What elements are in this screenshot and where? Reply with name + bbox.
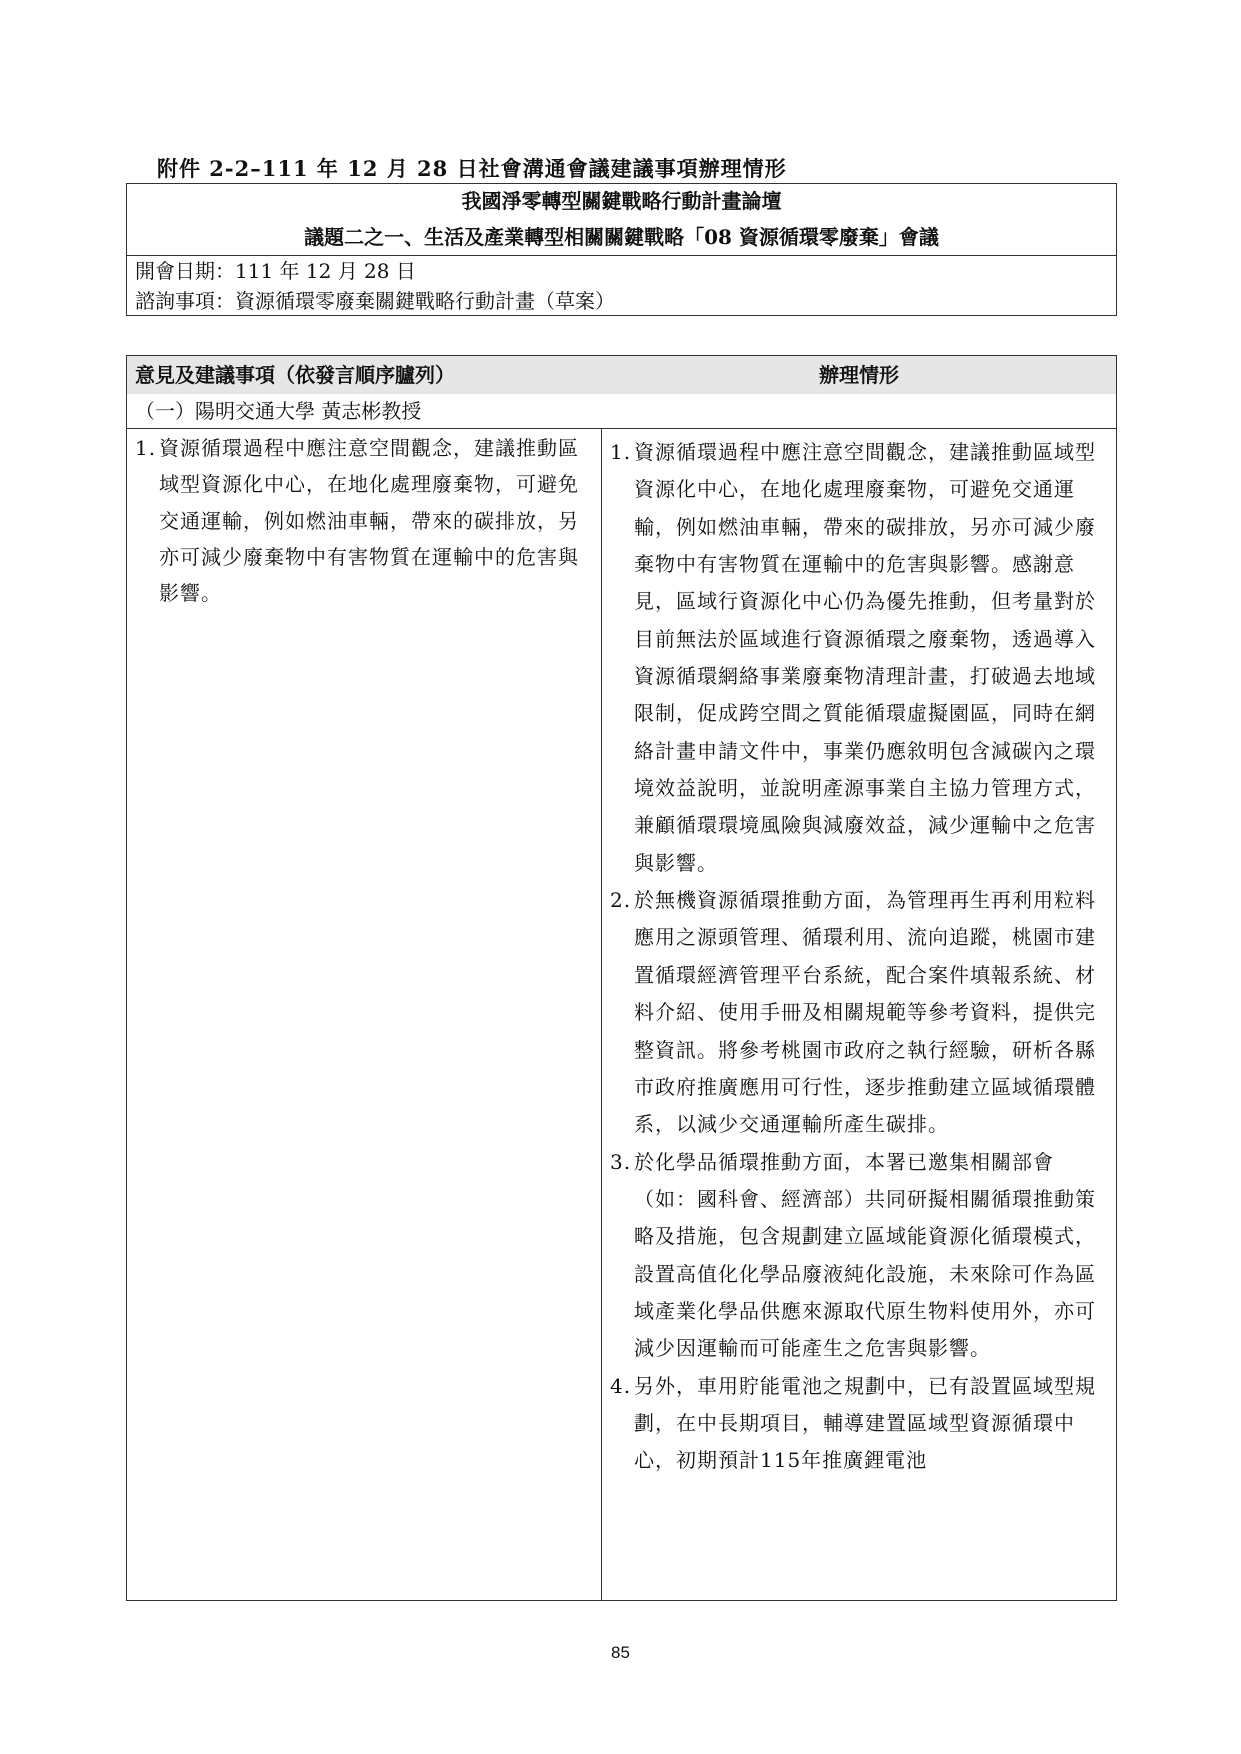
handling-item: 2. 於無機資源循環推動方面，為管理再生再利用粒料應用之源頭管理、循環利用、流向追蹤，桃園市建置循環經濟管理平台系統，配合案件填報系統、材料介紹、使用手冊及相關規範等參考資料，提供完整資訊。將參考桃園市政府之執行經驗，研析各縣市政府推廣應用可行性，逐步推動建立區域循環體系，以減少交通運輸所產生碳排。 bbox=[610, 888, 1096, 1137]
suggestion-cell bbox=[135, 430, 593, 611]
speaker-row bbox=[127, 394, 1116, 429]
handling-item: 1. 資源循環過程中應注意空間觀念，建議推動區域型資源化中心，在地化處理廢棄物，可避免交通運輸，例如燃油車輛，帶來的碳排放，另亦可減少廢棄物中有害物質在運輸中的危害與影響。感謝意見，區域行資源化中心仍為優先推動，但考量對於目前無法於區域進行資源循環之廢棄物，透過導入資源循環網絡事業廢棄物清理計畫，打破過去地域限制，促成跨空間之質能循環虛擬園區，同時在網絡計畫申請文件中，事業仍應敘明包含減碳內之環境效益說明，並說明產源事業自主協力管理方式，兼顧循環環境風險與減廢效益，減少運輸中之危害與影響。 bbox=[610, 440, 1096, 875]
meeting-date: 開會日期：111 年 12 月 28 日 bbox=[135, 259, 416, 283]
handling-item: 3. 於化學品循環推動方面，本署已邀集相關部會（如：國科會、經濟部）共同研擬相關循環推動策略及措施，包含規劃建立區域能資源化循環模式，設置高值化化學品廢液純化設施，未來除可作為區域產業化學品供應來源取代原生物料使用外，亦可減少因運輸而可能產生之危害與影響。 bbox=[610, 1149, 1096, 1361]
column-header-suggestions: 意見及建議事項（依發言順序臚列） bbox=[135, 363, 455, 387]
topic-title: 議題二之一、生活及產業轉型相關關鍵戰略「08 資源循環零廢棄」會議 bbox=[127, 218, 1116, 256]
consultation-item: 諮詢事項：資源循環零廢棄關鍵戰略行動計畫（草案） bbox=[135, 289, 615, 313]
attachment-title: 附件 2-2–111 年 12 月 28 日社會溝通會議建議事項辦理情形 bbox=[157, 156, 787, 181]
suggestion-item: 1. 資源循環過程中應注意空間觀念，建議推動區域型資源化中心，在地化處理廢棄物，可避免交通運輸，例如燃油車輛，帶來的碳排放，另亦可減少廢棄物中有害物質在運輸中的危害與影響。 bbox=[135, 436, 579, 606]
handling-cell bbox=[610, 434, 1108, 1480]
suggestion-table bbox=[126, 355, 1117, 1601]
column-header-handling: 辦理情形 bbox=[819, 363, 899, 387]
speaker-name: （一）陽明交通大學 黃志彬教授 bbox=[135, 399, 422, 423]
handling-item: 4. 另外，車用貯能電池之規劃中，已有設置區域型規劃，在中長期項目，輔導建置區域型資源循環中心，初期預計115年推廣鋰電池 bbox=[610, 1373, 1096, 1473]
page-number: 85 bbox=[611, 1643, 630, 1662]
table-header-row bbox=[127, 356, 1116, 395]
meeting-header-box bbox=[126, 183, 1117, 316]
column-divider bbox=[601, 356, 602, 1600]
forum-title: 我國淨零轉型關鍵戰略行動計畫論壇 bbox=[461, 189, 782, 213]
